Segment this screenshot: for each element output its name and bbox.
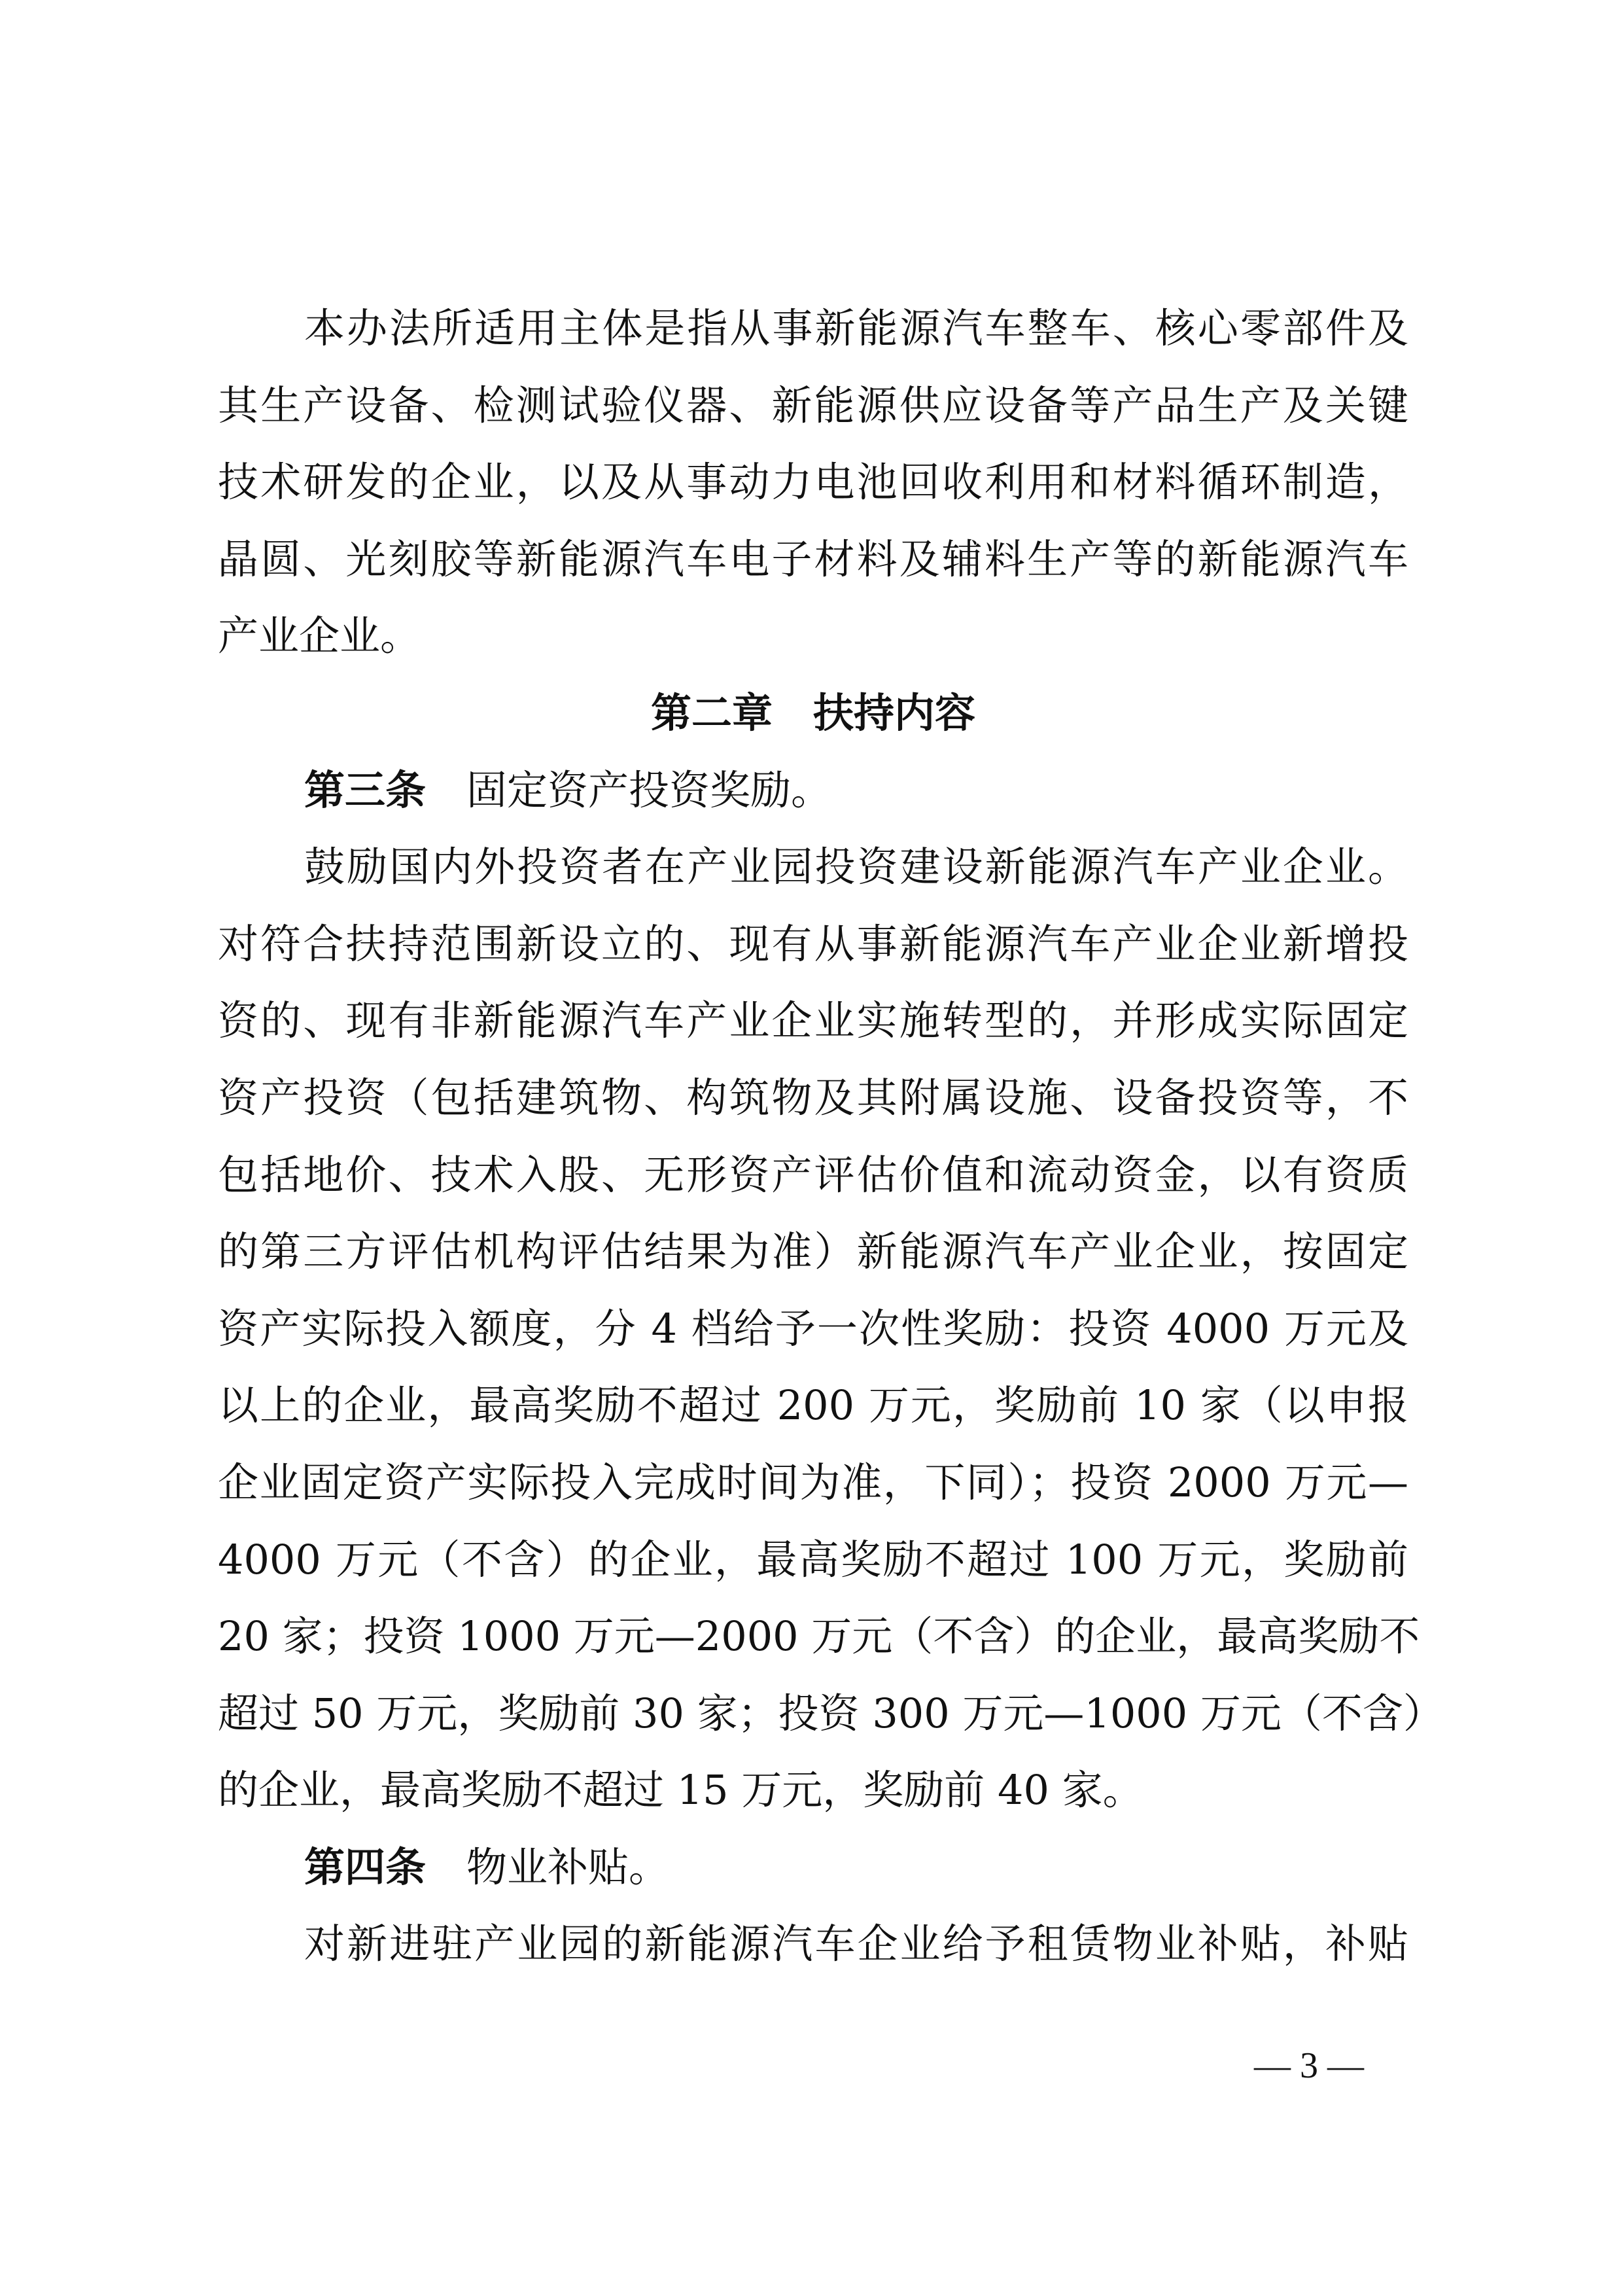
paragraph-line: 超过 50 万元，奖励前 30 家；投资 300 万元—1000 万元（不含） bbox=[218, 1689, 1444, 1737]
paragraph-line: 本办法所适用主体是指从事新能源汽车整车、核心零部件及 bbox=[304, 304, 1408, 352]
paragraph-line: 企业固定资产实际投入完成时间为准，下同）；投资 2000 万元— bbox=[218, 1458, 1408, 1506]
article-heading bbox=[218, 1829, 1408, 1906]
paragraph-line: 资的、现有非新能源汽车产业企业实施转型的，并形成实际固定 bbox=[218, 997, 1408, 1045]
article-title: 固定资产投资奖励。 bbox=[466, 766, 832, 814]
paragraph-line: 资产实际投入额度，分 4 档给予一次性奖励：投资 4000 万元及 bbox=[218, 1304, 1408, 1352]
paragraph-line: 产业企业。 bbox=[218, 612, 421, 660]
paragraph-line: 对符合扶持范围新设立的、现有从事新能源汽车产业企业新增投 bbox=[218, 919, 1408, 968]
paragraph-line: 的企业，最高奖励不超过 15 万元，奖励前 40 家。 bbox=[218, 1766, 1143, 1814]
paragraph-line: 鼓励国内外投资者在产业园投资建设新能源汽车产业企业。 bbox=[304, 843, 1408, 891]
paragraph-line: 包括地价、技术入股、无形资产评估价值和流动资金，以有资质 bbox=[218, 1150, 1408, 1199]
article-label: 第三条 bbox=[304, 766, 427, 814]
article-heading bbox=[218, 752, 1408, 829]
article-label: 第四条 bbox=[304, 1843, 427, 1891]
paragraph-line: 的第三方评估机构评估结果为准）新能源汽车产业企业，按固定 bbox=[218, 1227, 1408, 1276]
paragraph-line: 20 家；投资 1000 万元—2000 万元（不含）的企业，最高奖励不 bbox=[218, 1612, 1420, 1661]
paragraph-line: 以上的企业，最高奖励不超过 200 万元，奖励前 10 家（以申报 bbox=[218, 1381, 1408, 1430]
paragraph-line: 对新进驻产业园的新能源汽车企业给予租赁物业补贴，补贴 bbox=[304, 1920, 1408, 1968]
paragraph-line: 晶圆、光刻胶等新能源汽车电子材料及辅料生产等的新能源汽车 bbox=[218, 535, 1408, 583]
paragraph-line: 其生产设备、检测试验仪器、新能源供应设备等产品生产及关键 bbox=[218, 381, 1408, 429]
article-title: 物业补贴。 bbox=[466, 1843, 670, 1891]
document-body bbox=[218, 290, 1444, 1983]
paragraph-line: 技术研发的企业，以及从事动力电池回收利用和材料循环制造， bbox=[218, 458, 1408, 506]
paragraph-line: 资产投资（包括建筑物、构筑物及其附属设施、设备投资等，不 bbox=[218, 1073, 1408, 1122]
page-number: — 3 — bbox=[1254, 2045, 1364, 2086]
chapter-heading: 第二章 扶持内容 bbox=[650, 688, 975, 737]
paragraph-line: 4000 万元（不含）的企业，最高奖励不超过 100 万元，奖励前 bbox=[218, 1535, 1408, 1583]
